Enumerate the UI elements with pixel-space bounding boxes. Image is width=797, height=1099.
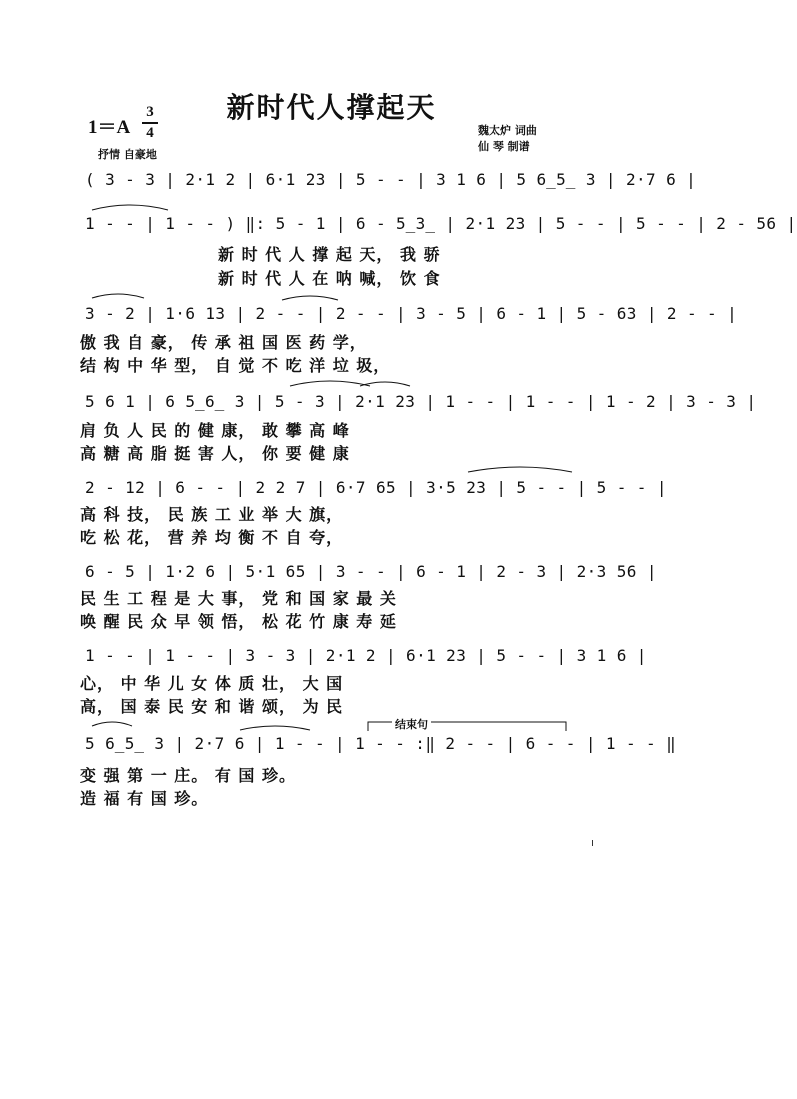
lyric-line-7a: 心， 中 华 儿 女 体 质 壮， 大 国 bbox=[80, 674, 344, 693]
lyric-line-5a: 高 科 技， 民 族 工 业 举 大 旗， bbox=[80, 505, 344, 524]
score-system-8: 5 6̲5̲ 3 | 2·7 6 | 1 - - | 1 - - :‖ 2 - - | 6 - - | 1 - - ‖ bbox=[85, 734, 677, 753]
song-title: 新时代人撑起天 bbox=[226, 91, 437, 124]
score-system-6: 6 - 5 | 1·2 6 | 5·1 65 | 3 - - | 6 - 1 | 2 - 3 | 2·3 56 | bbox=[85, 562, 657, 581]
page-mark bbox=[592, 840, 593, 846]
ending-label: 结束句 bbox=[392, 716, 431, 732]
key-signature: 1＝A bbox=[88, 117, 131, 138]
time-signature-top: 3 bbox=[146, 104, 154, 120]
expression-marking: 抒情 自豪地 bbox=[98, 148, 157, 161]
lyric-line-8a: 变 强 第 一 庄。 有 国 珍。 bbox=[80, 766, 296, 785]
score-system-5: 2 - 12 | 6 - - | 2 2 7 | 6·7 65 | 3·5 23 | 5 - - | 5 - - | bbox=[85, 478, 667, 497]
lyric-line-2b: 新 时 代 人 在 呐 喊， 饮 食 bbox=[218, 269, 441, 288]
lyric-line-8b: 造 福 有 国 珍。 bbox=[80, 789, 209, 808]
score-system-7: 1 - - | 1 - - | 3 - 3 | 2·1 2 | 6·1 23 | 5 - - | 3 1 6 | bbox=[85, 646, 647, 665]
lyrics-music-credit: 魏太炉 词曲 bbox=[478, 124, 537, 137]
lyric-line-3a: 傲 我 自 豪， 传 承 祖 国 医 药 学， bbox=[80, 333, 367, 352]
score-system-2: 1 - - | 1 - - ) ‖: 5 - 1 | 6 - 5̲3̲ | 2·1 23 | 5 - - | 5 - - | 2 - 56 | bbox=[85, 214, 797, 233]
slur-arcs bbox=[92, 205, 572, 730]
lyric-line-7b: 高， 国 泰 民 安 和 谐 颂， 为 民 bbox=[80, 697, 344, 716]
time-signature-bottom: 4 bbox=[146, 125, 154, 141]
lyric-line-6a: 民 生 工 程 是 大 事， 党 和 国 家 最 关 bbox=[80, 589, 397, 608]
lyric-line-4a: 肩 负 人 民 的 健 康， 敢 攀 高 峰 bbox=[80, 421, 350, 440]
lyric-line-6b: 唤 醒 民 众 早 领 悟， 松 花 竹 康 寿 延 bbox=[80, 612, 397, 631]
score-system-4: 5 6 1 | 6 5̲6̲ 3 | 5 - 3 | 2·1 23 | 1 - - | 1 - - | 1 - 2 | 3 - 3 | bbox=[85, 392, 757, 411]
lyric-line-5b: 吃 松 花， 营 养 均 衡 不 自 夸， bbox=[80, 528, 344, 547]
score-system-1: ( 3 - 3 | 2·1 2 | 6·1 23 | 5 - - | 3 1 6 | 5 6̲5̲ 3 | 2·7 6 | bbox=[85, 170, 697, 189]
score-system-3: 3 - 2 | 1·6 13 | 2 - - | 2 - - | 3 - 5 | 6 - 1 | 5 - 63 | 2 - - | bbox=[85, 304, 738, 323]
lyric-line-3b: 结 构 中 华 型， 自 觉 不 吃 洋 垃 圾， bbox=[80, 356, 391, 375]
lyric-line-2a: 新 时 代 人 撑 起 天， 我 骄 bbox=[218, 245, 441, 264]
arranger-credit: 仙 琴 制谱 bbox=[478, 140, 530, 153]
lyric-line-4b: 高 糖 高 脂 挺 害 人， 你 要 健 康 bbox=[80, 444, 350, 463]
